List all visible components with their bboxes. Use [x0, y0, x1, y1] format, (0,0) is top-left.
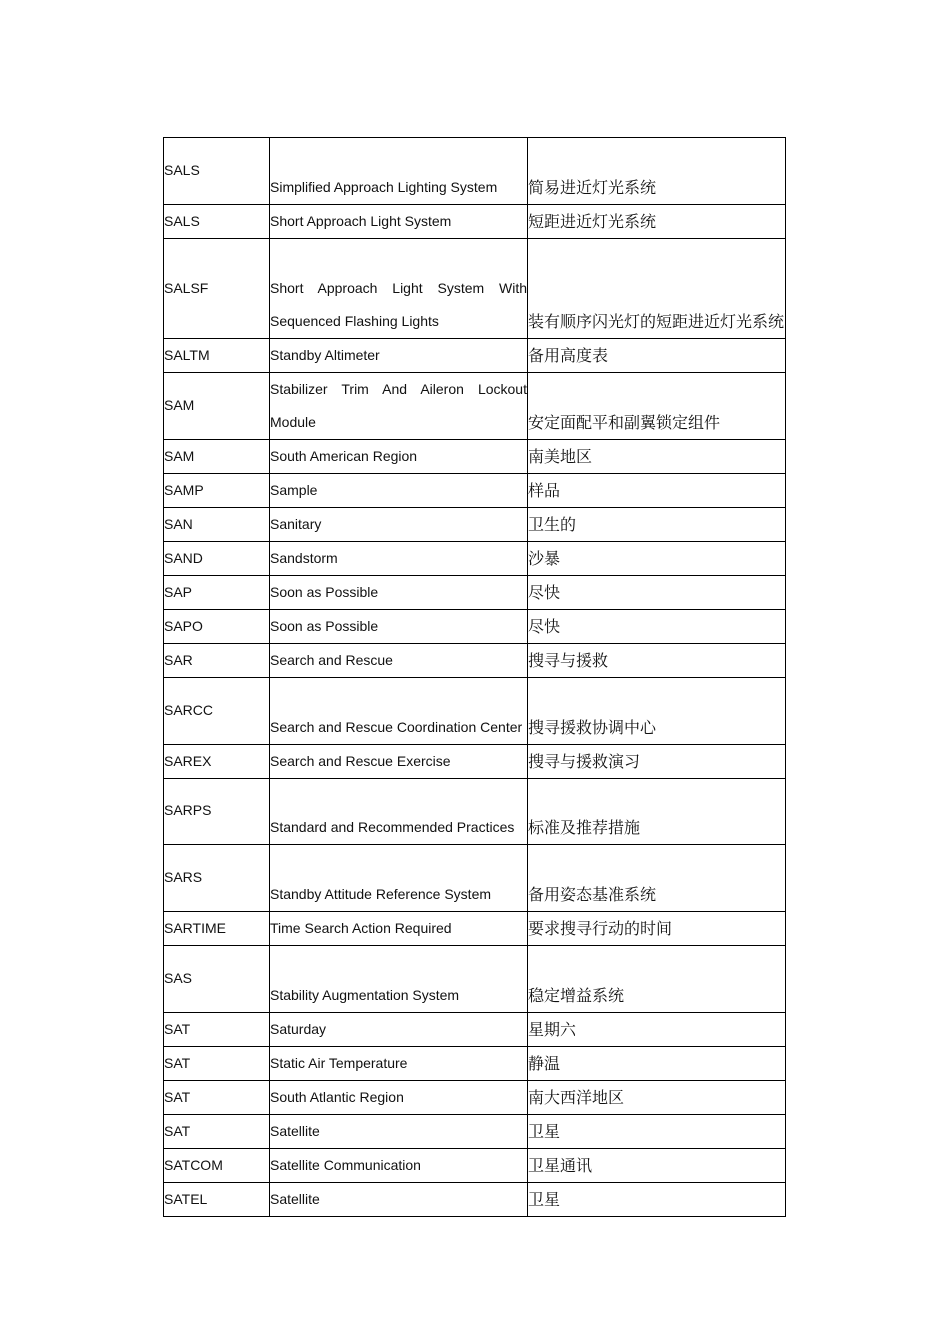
- term-cell: Stabilizer Trim And Aileron Lockout Module: [270, 373, 528, 440]
- term-cell: Standard and Recommended Practices: [270, 779, 528, 845]
- table-row: [164, 946, 786, 1013]
- abbreviation-cell: SAND: [164, 542, 270, 576]
- term-cell: Search and Rescue Exercise: [270, 745, 528, 779]
- term-cell: Standby Attitude Reference System: [270, 845, 528, 912]
- term-cell: Sample: [270, 474, 528, 508]
- abbreviation-cell: SAPO: [164, 610, 270, 644]
- term-cell: Stability Augmentation System: [270, 946, 528, 1013]
- abbreviation-cell: SAP: [164, 576, 270, 610]
- term-cell: South American Region: [270, 440, 528, 474]
- term-cell: Search and Rescue Coordination Center: [270, 678, 528, 745]
- translation-cell: 卫星: [528, 1183, 786, 1217]
- translation-cell: 沙暴: [528, 542, 786, 576]
- translation-cell: 搜寻援救协调中心: [528, 678, 786, 745]
- translation-cell: 搜寻与援救: [528, 644, 786, 678]
- abbreviation-cell: SAM: [164, 440, 270, 474]
- term-cell: Time Search Action Required: [270, 912, 528, 946]
- abbreviation-cell: SALS: [164, 205, 270, 239]
- abbreviation-cell: SALTM: [164, 339, 270, 373]
- translation-cell: 南美地区: [528, 440, 786, 474]
- translation-cell: 安定面配平和副翼锁定组件: [528, 373, 786, 440]
- abbreviation-cell: SAR: [164, 644, 270, 678]
- table-row: [164, 845, 786, 912]
- table-row: [164, 1013, 786, 1047]
- abbreviation-cell: SAT: [164, 1115, 270, 1149]
- table-row: [164, 576, 786, 610]
- translation-cell: 卫星通讯: [528, 1149, 786, 1183]
- term-cell: Satellite Communication: [270, 1149, 528, 1183]
- table-row: [164, 912, 786, 946]
- table-row: [164, 138, 786, 205]
- translation-cell: 卫星: [528, 1115, 786, 1149]
- abbreviation-cell: SARS: [164, 845, 270, 912]
- abbreviation-cell: SARCC: [164, 678, 270, 745]
- abbreviation-cell: SAT: [164, 1081, 270, 1115]
- abbreviation-cell: SAT: [164, 1047, 270, 1081]
- abbreviation-cell: SAMP: [164, 474, 270, 508]
- abbreviation-cell: SAM: [164, 373, 270, 440]
- term-cell: Standby Altimeter: [270, 339, 528, 373]
- abbreviation-cell: SATCOM: [164, 1149, 270, 1183]
- translation-cell: 搜寻与援救演习: [528, 745, 786, 779]
- table-row: [164, 779, 786, 845]
- translation-cell: 卫生的: [528, 508, 786, 542]
- table-row: [164, 542, 786, 576]
- term-cell: Saturday: [270, 1013, 528, 1047]
- table-row: [164, 440, 786, 474]
- table-row: [164, 745, 786, 779]
- table-row: [164, 610, 786, 644]
- abbreviation-cell: SAN: [164, 508, 270, 542]
- term-cell: Soon as Possible: [270, 576, 528, 610]
- term-cell: Simplified Approach Lighting System: [270, 138, 528, 205]
- table-row: [164, 373, 786, 440]
- translation-cell: 样品: [528, 474, 786, 508]
- table-row: [164, 1115, 786, 1149]
- translation-cell: 装有顺序闪光灯的短距进近灯光系统: [528, 239, 786, 339]
- translation-cell: 尽快: [528, 610, 786, 644]
- translation-cell: 要求搜寻行动的时间: [528, 912, 786, 946]
- table-row: [164, 339, 786, 373]
- translation-cell: 南大西洋地区: [528, 1081, 786, 1115]
- table-row: [164, 1081, 786, 1115]
- abbreviation-cell: SAT: [164, 1013, 270, 1047]
- term-cell: Short Approach Light System: [270, 205, 528, 239]
- abbreviation-cell: SAREX: [164, 745, 270, 779]
- term-cell: Short Approach Light System With Sequenced Flashing Lights: [270, 239, 528, 339]
- abbreviation-cell: SARPS: [164, 779, 270, 845]
- abbreviation-table: [163, 137, 786, 1217]
- term-cell: Satellite: [270, 1115, 528, 1149]
- translation-cell: 短距进近灯光系统: [528, 205, 786, 239]
- table-row: [164, 644, 786, 678]
- abbreviation-cell: SARTIME: [164, 912, 270, 946]
- term-cell: Soon as Possible: [270, 610, 528, 644]
- translation-cell: 稳定增益系统: [528, 946, 786, 1013]
- translation-cell: 简易进近灯光系统: [528, 138, 786, 205]
- term-cell: Sanitary: [270, 508, 528, 542]
- table-row: [164, 1047, 786, 1081]
- translation-cell: 星期六: [528, 1013, 786, 1047]
- term-cell: Satellite: [270, 1183, 528, 1217]
- table-row: [164, 474, 786, 508]
- abbreviation-cell: SAS: [164, 946, 270, 1013]
- table-row: [164, 205, 786, 239]
- translation-cell: 标准及推荐措施: [528, 779, 786, 845]
- table-row: [164, 508, 786, 542]
- table-row: [164, 1149, 786, 1183]
- table-body: [164, 138, 786, 1217]
- abbreviation-cell: SATEL: [164, 1183, 270, 1217]
- translation-cell: 静温: [528, 1047, 786, 1081]
- term-cell: Search and Rescue: [270, 644, 528, 678]
- table-row: [164, 678, 786, 745]
- table-row: [164, 1183, 786, 1217]
- abbreviation-cell: SALSF: [164, 239, 270, 339]
- term-cell: South Atlantic Region: [270, 1081, 528, 1115]
- translation-cell: 备用高度表: [528, 339, 786, 373]
- table-row: [164, 239, 786, 339]
- abbreviation-cell: SALS: [164, 138, 270, 205]
- term-cell: Static Air Temperature: [270, 1047, 528, 1081]
- translation-cell: 备用姿态基准系统: [528, 845, 786, 912]
- translation-cell: 尽快: [528, 576, 786, 610]
- term-cell: Sandstorm: [270, 542, 528, 576]
